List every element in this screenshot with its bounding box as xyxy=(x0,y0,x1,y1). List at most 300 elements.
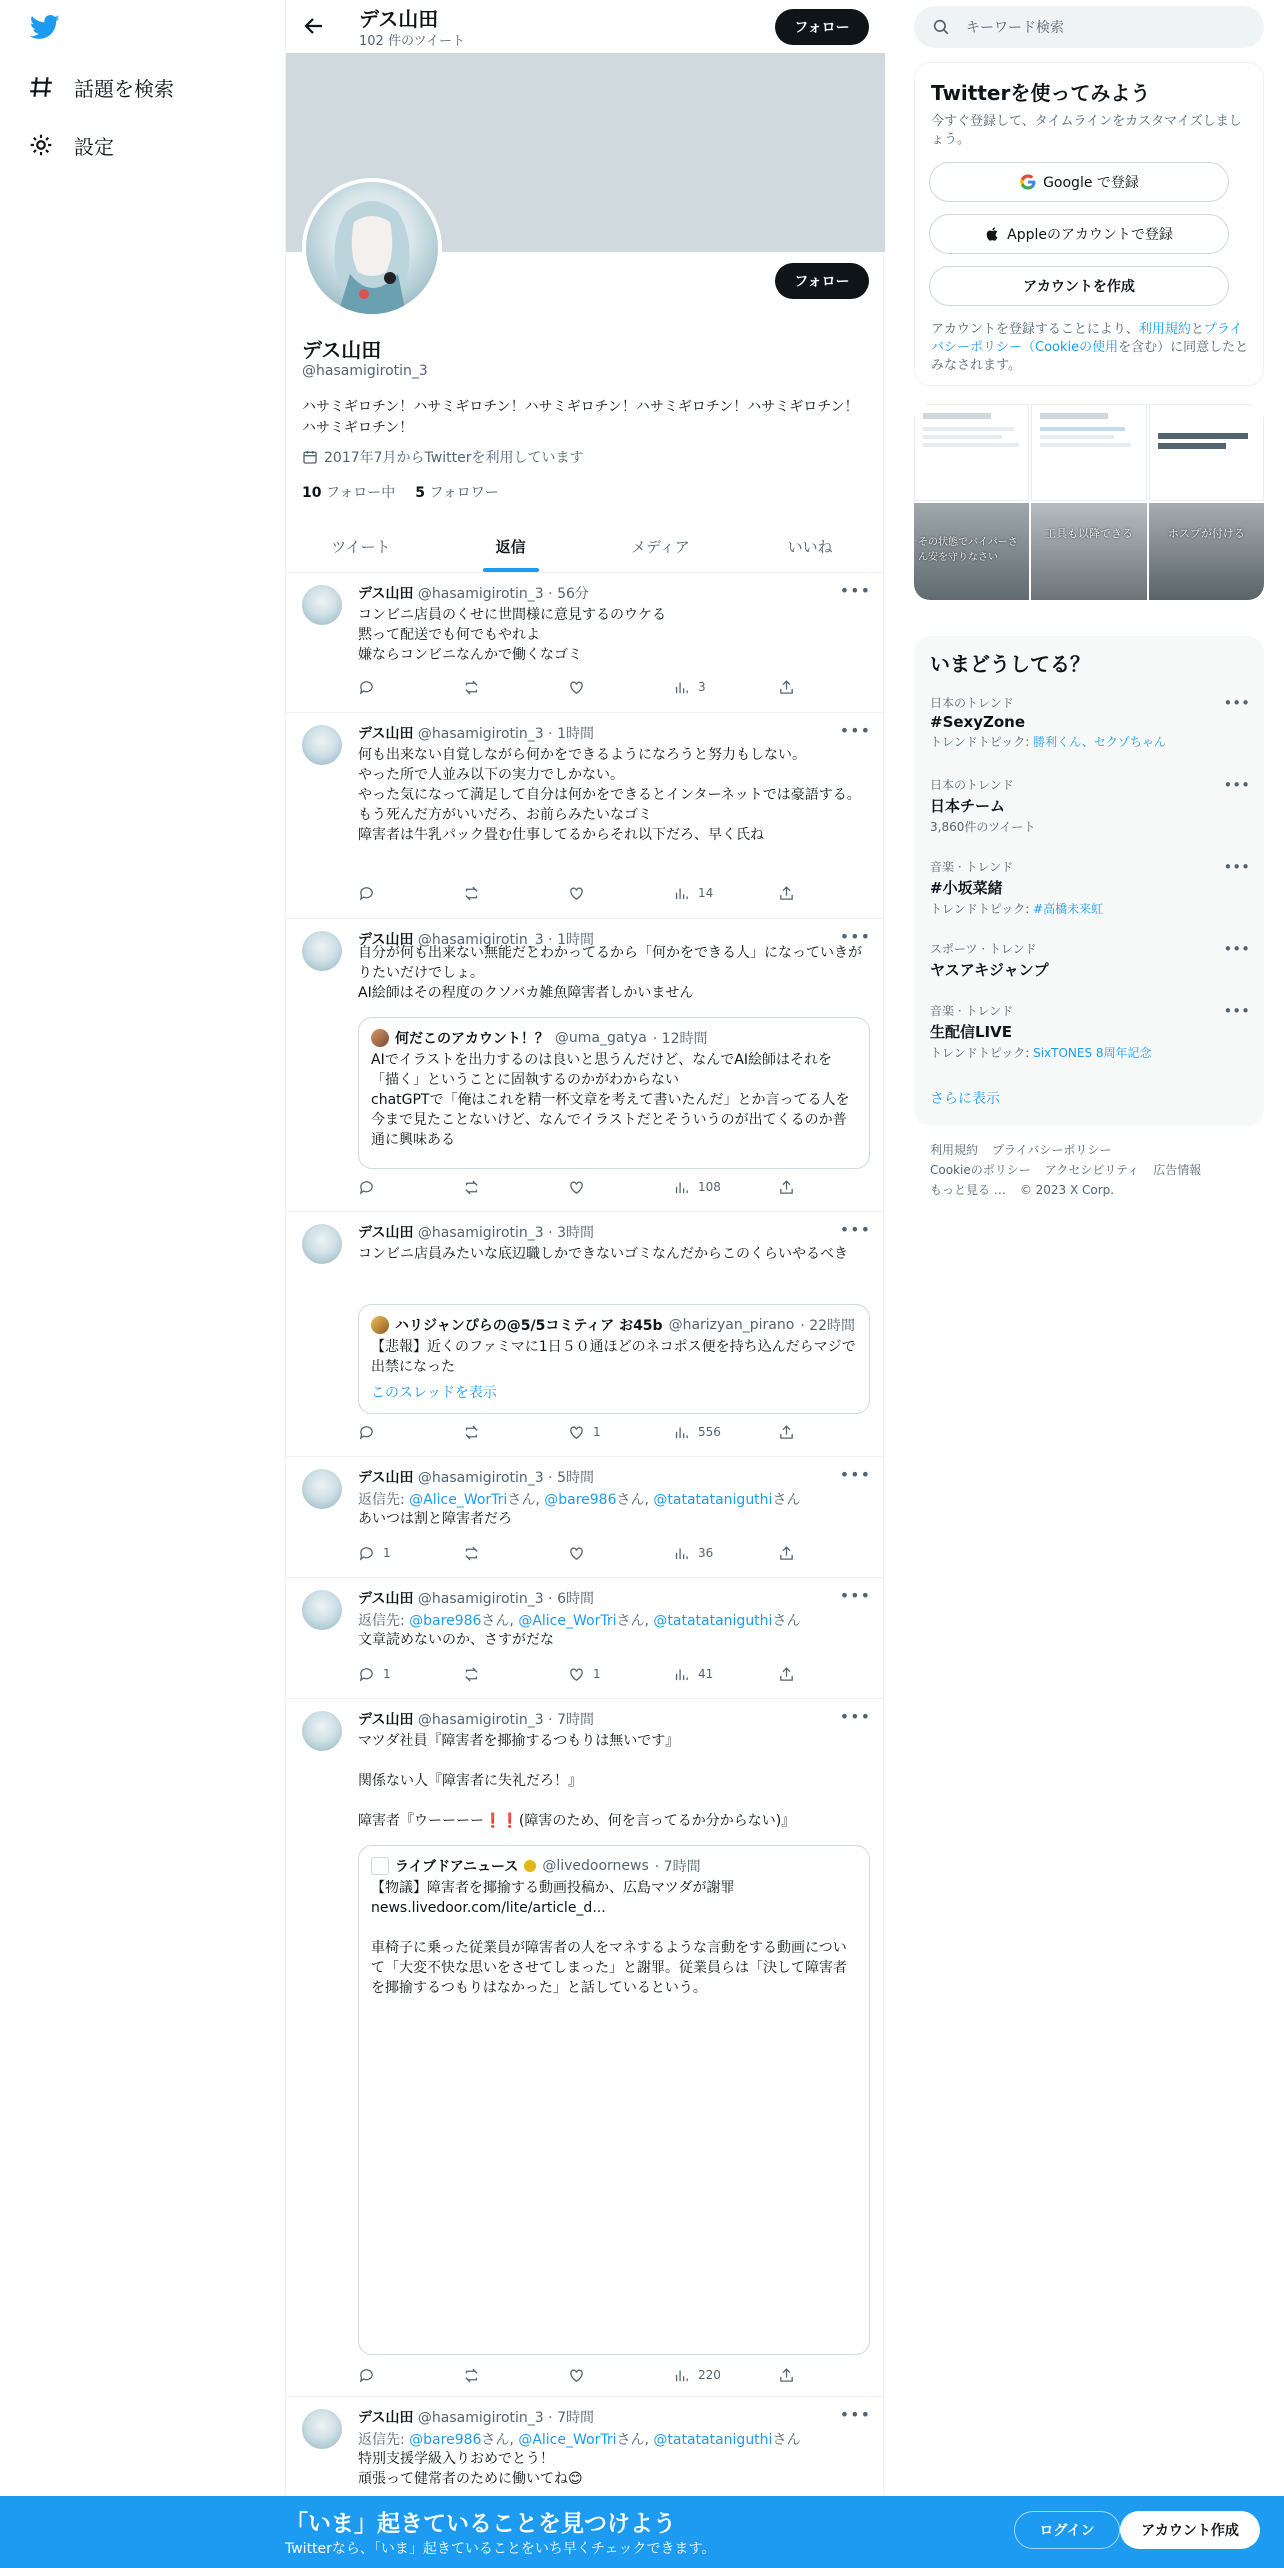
retweet-icon xyxy=(463,1545,480,1562)
quoted-avatar xyxy=(371,1029,389,1047)
tweet-author-name[interactable]: デス山田 xyxy=(358,586,414,602)
view-count: 3 xyxy=(698,680,706,694)
like-button[interactable] xyxy=(568,1664,628,1684)
quoted-text: 【物議】障害者を揶揄する動画投稿か、広島マツダが謝罪 news.livedoor.com/lite/article_d... 車椅子に乗った従業員が障害者の人をマネするような言動をする動画について「大変不快な思いをさせてしまった」と謝罪。従業員らは「決して障害者を揶揄するつもりはなかった」と話しているという。 xyxy=(371,1880,847,1996)
reply-mention[interactable]: @tatatataniguthi xyxy=(653,1492,773,1508)
trend-meta: 音楽 · トレンド xyxy=(930,1004,1014,1018)
tweet-author-handle[interactable]: @hasamigirotin_3 xyxy=(417,932,544,948)
views-icon xyxy=(673,1666,690,1683)
reply-icon xyxy=(358,885,375,902)
trend-more-icon[interactable]: ••• xyxy=(1223,858,1250,876)
reply-icon xyxy=(358,1179,375,1196)
share-icon xyxy=(778,885,795,902)
trend-sub xyxy=(930,818,1250,835)
views-button[interactable] xyxy=(673,1422,733,1442)
retweet-icon xyxy=(463,1666,480,1683)
retweet-button[interactable] xyxy=(463,1543,523,1563)
retweet-icon xyxy=(463,1424,480,1441)
tweet-author-name[interactable]: デス山田 xyxy=(358,1712,414,1728)
tweet-actions xyxy=(358,1543,798,1563)
quoted-author-handle: @livedoornews xyxy=(542,1858,649,1874)
terms-text xyxy=(931,321,1251,375)
google-signup-button[interactable] xyxy=(929,162,1229,202)
trend-name: #SexyZone xyxy=(930,713,1026,731)
trend-sub-link[interactable]: 勝利くん、セクゾちゃん xyxy=(1033,735,1166,749)
like-button[interactable] xyxy=(568,1543,628,1563)
like-button[interactable] xyxy=(568,1177,628,1197)
google-signup-label: Google で登録 xyxy=(1043,175,1139,191)
trend-item[interactable] xyxy=(930,776,1250,835)
tweet-actions xyxy=(358,2365,798,2385)
tweet-avatar[interactable] xyxy=(302,1711,342,1751)
more-icon[interactable]: ••• xyxy=(839,927,871,946)
quoted-author-handle: @harizyan_pirano xyxy=(668,1317,795,1333)
quoted-tweet[interactable] xyxy=(358,1017,870,1169)
retweet-button[interactable] xyxy=(463,1664,523,1684)
reply-mention[interactable]: @tatatataniguthi xyxy=(653,2432,773,2448)
tweet-text: 自分が何も出来ない無能だとわかってるから「何かをできる人」になっていきがりたいだけでしょ。 AI絵師はその程度のクソバカ雑魚障害者しかいません xyxy=(358,945,862,1001)
views-button[interactable] xyxy=(673,1664,733,1684)
trend-item[interactable] xyxy=(930,858,1250,917)
tweet-actions xyxy=(358,1177,798,1197)
tweet-author-name[interactable]: デス山田 xyxy=(358,932,414,948)
reply-honorific: さん xyxy=(481,2432,510,2448)
tweet-header xyxy=(358,1709,594,1729)
reply-to-line: 返信先: @bare986さん, @Alice_WorTriさん, @tatatataniguthiさん xyxy=(358,1613,801,1629)
following-label: フォロー中 xyxy=(325,485,396,501)
tweet-text: 文章読めないのか、さすがだな xyxy=(358,1632,554,1648)
share-button[interactable] xyxy=(778,1422,798,1442)
followers-count: 5 xyxy=(415,485,425,501)
tweet-text: コンビニ店員のくせに世間様に意見するのウケる 黙って配送でも何でもやれよ 嫌ならコンビニなんかで働くなゴミ xyxy=(358,607,666,663)
reply-mention[interactable]: @bare986 xyxy=(409,2432,482,2448)
share-icon xyxy=(778,1424,795,1441)
tweet-time[interactable]: · 56分 xyxy=(548,586,589,602)
tweet-author-name[interactable]: デス山田 xyxy=(358,1470,414,1486)
profile-header-bar xyxy=(286,0,885,53)
gear-icon xyxy=(28,132,54,158)
trends-title: いまどうしてる？ xyxy=(930,652,1090,676)
tweet-avatar[interactable] xyxy=(302,725,342,765)
tweet[interactable] xyxy=(286,919,885,1212)
tweet-time[interactable]: · 6時間 xyxy=(548,1591,594,1607)
tweet[interactable] xyxy=(286,1699,885,2397)
tweet-time[interactable]: · 5時間 xyxy=(548,1470,594,1486)
trend-sub-label: トレンドトピック: xyxy=(930,735,1034,749)
like-count: 1 xyxy=(593,1667,601,1681)
trend-more-icon[interactable]: ••• xyxy=(1223,1002,1250,1020)
reply-button[interactable] xyxy=(358,2365,418,2385)
sidebar-footer xyxy=(930,1140,1260,1200)
login-button[interactable]: ログイン xyxy=(1014,2511,1120,2549)
trend-item[interactable] xyxy=(930,940,1250,980)
calendar-icon xyxy=(302,449,318,465)
trend-sub xyxy=(930,733,1250,750)
show-thread-link[interactable]: このスレッドを表示 xyxy=(371,1385,497,1401)
reply-mention[interactable]: @Alice_WorTri xyxy=(409,1492,508,1508)
tweet-time[interactable]: · 3時間 xyxy=(548,1225,594,1241)
quoted-author-name: 何だこのアカウント！？ xyxy=(395,1031,549,1047)
views-button[interactable] xyxy=(673,1543,733,1563)
retweet-icon xyxy=(463,2367,480,2384)
create-account-button[interactable]: アカウントを作成 xyxy=(929,266,1229,306)
followers-stat[interactable] xyxy=(415,482,499,502)
tab-replies[interactable]: 返信 xyxy=(436,520,586,572)
media-thumbnail[interactable] xyxy=(914,503,1029,600)
views-icon xyxy=(673,885,690,902)
search-icon xyxy=(932,18,950,36)
tweet-author-handle[interactable]: @hasamigirotin_3 xyxy=(417,1591,544,1607)
profile-bio: ハサミギロチン！ハサミギロチン！ハサミギロチン！ハサミギロチン！ハサミギロチン！ハサミギロチン！ xyxy=(302,399,859,436)
retweet-button[interactable] xyxy=(463,1422,523,1442)
media-caption: その状態でバイパーさん安を守りなさい xyxy=(918,537,1018,563)
bottom-signup-bar xyxy=(0,2496,1284,2568)
trend-name: #小坂菜緒 xyxy=(930,879,1003,897)
heart-icon xyxy=(568,1179,585,1196)
share-icon xyxy=(778,1545,795,1562)
view-count: 220 xyxy=(698,2368,721,2382)
view-count: 556 xyxy=(698,1425,721,1439)
share-button[interactable] xyxy=(778,677,798,697)
views-icon xyxy=(673,1545,690,1562)
reply-mention[interactable]: @Alice_WorTri xyxy=(518,2432,617,2448)
google-icon xyxy=(1019,173,1037,191)
profile-handle: @hasamigirotin_3 xyxy=(302,363,428,379)
quoted-author-name: ライブドアニュース xyxy=(395,1859,519,1875)
share-icon xyxy=(778,1666,795,1683)
like-count: 1 xyxy=(593,1425,601,1439)
trend-sub xyxy=(930,900,1250,917)
reply-mention[interactable]: @Alice_WorTri xyxy=(518,1613,617,1629)
quoted-tweet[interactable] xyxy=(358,1845,870,2355)
trend-sub-label: トレンドトピック: xyxy=(930,1046,1034,1060)
tweet-header xyxy=(358,1467,594,1487)
tweet-header xyxy=(358,1588,594,1608)
quoted-tweet-header xyxy=(371,1856,701,1876)
reply-mention[interactable]: @bare986 xyxy=(409,1613,482,1629)
nav-explore[interactable] xyxy=(28,67,174,107)
view-count: 36 xyxy=(698,1546,714,1560)
reply-button[interactable] xyxy=(358,1422,418,1442)
media-thumbnail[interactable] xyxy=(1149,503,1264,600)
profile-joined xyxy=(302,447,583,467)
tweet-avatar[interactable] xyxy=(302,2409,342,2449)
tweet-author-name[interactable]: デス山田 xyxy=(358,726,414,742)
quoted-text: 【悲報】近くのファミマに1日５０通ほどのネコポス便を持ち込んだらマジで出禁になった xyxy=(371,1339,856,1375)
heart-icon xyxy=(568,2367,585,2384)
apple-signup-label: Appleのアカウントで登録 xyxy=(1007,227,1173,243)
tweet-header xyxy=(358,2407,594,2427)
view-count: 41 xyxy=(698,1667,714,1681)
tab-tweets[interactable]: ツイート xyxy=(331,537,391,556)
reply-honorific: さん xyxy=(772,1492,801,1508)
tweet-time[interactable]: · 7時間 xyxy=(548,1712,594,1728)
bottom-bar-title: 「いま」起きていることを見つけよう xyxy=(285,2511,676,2537)
quoted-avatar xyxy=(371,1316,389,1334)
more-icon[interactable]: ••• xyxy=(839,1586,871,1605)
quoted-tweet-header xyxy=(371,1315,855,1335)
footer-more-link[interactable]: もっと見る … xyxy=(930,1183,1006,1197)
heart-icon xyxy=(568,1545,585,1562)
reply-honorific: さん xyxy=(616,1613,645,1629)
apple-signup-button[interactable] xyxy=(929,214,1229,254)
trends-card xyxy=(914,636,1264,1126)
more-icon[interactable]: ••• xyxy=(839,581,871,600)
profile-tabs xyxy=(286,520,885,573)
trend-name: 生配信LIVE xyxy=(930,1023,1012,1041)
apple-icon xyxy=(985,225,1001,243)
tweet-author-name[interactable]: デス山田 xyxy=(358,2410,414,2426)
tweet-time[interactable]: · 1時間 xyxy=(548,726,594,742)
terms-pre: アカウントを登録することにより、 xyxy=(931,322,1139,337)
tweet-text: マツダ社員『障害者を揶揄するつもりは無いです』 関係ない人『障害者に失礼だろ！』 障害者『ウーーーー❗️❗️(障害のため、何を言ってるか分からない)』 xyxy=(358,1733,796,1829)
media-caption: ホスプが付ける xyxy=(1167,527,1245,540)
trend-name: ヤスアキジャンプ xyxy=(930,961,1049,979)
heart-icon xyxy=(568,1666,585,1683)
more-icon[interactable]: ••• xyxy=(839,1220,871,1239)
reply-prefix: 返信先: xyxy=(358,1613,410,1629)
heart-icon xyxy=(568,1424,585,1441)
reply-mention[interactable]: @tatatataniguthi xyxy=(653,1613,773,1629)
tweet-avatar[interactable] xyxy=(302,1469,342,1509)
trend-meta: 日本のトレンド xyxy=(930,696,1014,710)
terms-post: を含む）に同意したとみなされます。 xyxy=(931,340,1249,373)
signup-button[interactable]: アカウント作成 xyxy=(1120,2511,1260,2549)
share-button[interactable] xyxy=(778,1664,798,1684)
privacy-link[interactable]: プライバシーポリシー（Cookieの使用 xyxy=(931,322,1243,355)
reply-count: 1 xyxy=(383,1667,391,1681)
header-name: デス山田 xyxy=(359,7,439,31)
retweet-button[interactable] xyxy=(463,883,523,903)
more-icon[interactable]: ••• xyxy=(839,1707,871,1726)
tweet-time[interactable]: · 1時間 xyxy=(548,932,594,948)
following-count: 10 xyxy=(302,485,322,501)
reply-icon xyxy=(358,679,375,696)
reply-icon xyxy=(358,1424,375,1441)
media-thumbnail[interactable] xyxy=(1031,404,1146,501)
profile-follow-button[interactable]: フォロー xyxy=(775,263,869,299)
header-follow-button[interactable]: フォロー xyxy=(775,9,869,45)
quoted-tweet-header xyxy=(371,1028,708,1048)
reply-prefix: 返信先: xyxy=(358,2432,410,2448)
reply-button[interactable] xyxy=(358,883,418,903)
signup-card xyxy=(914,62,1264,386)
tweet-text: あいつは割と障害者だろ xyxy=(358,1511,512,1527)
like-button[interactable] xyxy=(568,883,628,903)
reply-icon xyxy=(358,1666,375,1683)
media-caption: 工具も以降できる xyxy=(1044,527,1133,540)
reply-button[interactable] xyxy=(358,677,418,697)
reply-to-line: 返信先: @Alice_WorTriさん, @bare986さん, @tatatataniguthiさん xyxy=(358,1492,801,1508)
tweet-avatar[interactable] xyxy=(302,585,342,625)
tweet-author-handle[interactable]: @hasamigirotin_3 xyxy=(417,586,544,602)
tab-media[interactable]: メディア xyxy=(630,537,690,556)
tweet[interactable] xyxy=(286,1457,885,1578)
tweet-actions xyxy=(358,883,798,903)
show-more-link[interactable]: さらに表示 xyxy=(930,1091,1000,1107)
views-button[interactable] xyxy=(673,883,733,903)
trend-meta: 日本のトレンド xyxy=(930,778,1014,792)
trend-sub-label: 3,860件のツイート xyxy=(930,820,1036,834)
quoted-text: AIでイラストを出力するのは良いと思うんだけど、なんでAI絵師はそれを「描く」ということに固執するのかがわからない chatGPTで「俺はこれを精一杯文章を考えて書いたんだ」とか言ってる人を今まで見たことないけど、なんでイラストだとそういうのが出てくるのか普通に興味ある xyxy=(371,1052,850,1148)
quoted-time: · 7時間 xyxy=(654,1859,701,1875)
footer-link[interactable]: 広告情報 xyxy=(1153,1163,1202,1177)
trend-meta: 音楽 · トレンド xyxy=(930,860,1014,874)
back-arrow-icon[interactable] xyxy=(302,14,326,38)
tweet-actions xyxy=(358,1422,798,1442)
retweet-icon xyxy=(463,1179,480,1196)
tweet-actions xyxy=(358,1664,798,1684)
tweet[interactable] xyxy=(286,713,885,919)
tweet[interactable] xyxy=(286,1578,885,1699)
tweet-actions xyxy=(358,677,798,697)
tweet-time[interactable]: · 7時間 xyxy=(548,2410,594,2426)
trend-more-icon[interactable]: ••• xyxy=(1223,776,1250,794)
tweet[interactable] xyxy=(286,573,885,713)
quoted-author-handle: @uma_gatya xyxy=(554,1030,647,1046)
reply-icon xyxy=(358,1545,375,1562)
nav-settings-label: 設定 xyxy=(74,134,114,159)
tweet-header xyxy=(358,1222,594,1242)
nav-settings[interactable] xyxy=(28,125,114,165)
retweet-button[interactable] xyxy=(463,2365,523,2385)
footer-link[interactable]: Cookieのポリシー xyxy=(930,1163,1031,1177)
search-input[interactable]: キーワード検索 xyxy=(966,20,1064,36)
trend-meta: スポーツ · トレンド xyxy=(930,942,1037,956)
views-icon xyxy=(673,2367,690,2384)
reply-honorific: さん xyxy=(772,1613,801,1629)
view-count: 108 xyxy=(698,1180,721,1194)
tweet-text: 何も出来ない自覚しながら何かをできるようになろうと努力もしない。 やった所で人並み以下の実力でしかない。 やった気になって満足して自分は何かをできるとインターネットでは豪語する。 もう死んだ方がいいだろ、お前らみたいなゴミ 障害者は牛乳パック畳む仕事してるからそれ以下だろ、早く氏ね xyxy=(358,747,861,843)
tweet-author-handle[interactable]: @hasamigirotin_3 xyxy=(417,1225,544,1241)
retweet-button[interactable] xyxy=(463,677,523,697)
tweet-text: コンビニ店員みたいな底辺職しかできないゴミなんだからこのくらいやるべき xyxy=(358,1246,848,1262)
trend-more-icon[interactable]: ••• xyxy=(1223,940,1250,958)
search-box[interactable] xyxy=(914,6,1264,48)
reply-to-line: 返信先: @bare986さん, @Alice_WorTriさん, @tatatataniguthiさん xyxy=(358,2432,801,2448)
reply-mention[interactable]: @bare986 xyxy=(544,1492,617,1508)
tweet-author-name[interactable]: デス山田 xyxy=(358,1225,414,1241)
followers-label: フォロワー xyxy=(429,485,499,501)
reply-prefix: 返信先: xyxy=(358,1492,410,1508)
share-button[interactable] xyxy=(778,1543,798,1563)
tweet-text: 特別支援学級入りおめでとう！ 頑張って健常者のために働いてね😊 xyxy=(358,2451,583,2487)
reply-count: 1 xyxy=(383,1546,391,1560)
share-icon xyxy=(778,2367,795,2384)
quoted-tweet[interactable] xyxy=(358,1304,870,1414)
tweet[interactable] xyxy=(286,2397,885,2496)
tweet-author-handle[interactable]: @hasamigirotin_3 xyxy=(417,1712,544,1728)
quoted-avatar xyxy=(371,1857,389,1875)
reply-honorific: さん xyxy=(616,1492,645,1508)
nav-explore-label: 話題を検索 xyxy=(74,76,174,101)
views-button[interactable] xyxy=(673,2365,733,2385)
media-thumbnail[interactable] xyxy=(914,404,1029,501)
share-icon xyxy=(778,1179,795,1196)
hashtag-icon xyxy=(28,74,54,100)
footer-link[interactable]: アクセシビリティ xyxy=(1044,1163,1140,1177)
trend-more-icon[interactable]: ••• xyxy=(1223,694,1250,712)
views-icon xyxy=(673,1424,690,1441)
joined-text: 2017年7月からTwitterを利用しています xyxy=(324,450,584,466)
share-button[interactable] xyxy=(778,1177,798,1197)
follow-stats xyxy=(302,482,499,502)
heart-icon xyxy=(568,885,585,902)
views-button[interactable] xyxy=(673,1177,733,1197)
more-icon[interactable]: ••• xyxy=(839,1465,871,1484)
footer-link[interactable]: 利用規約 xyxy=(930,1143,979,1157)
terms-mid: と xyxy=(1190,322,1204,337)
reply-button[interactable] xyxy=(358,1543,418,1563)
bottom-bar-subtitle: Twitterなら、「いま」起きていることをいち早くチェックできます。 xyxy=(285,2541,716,2557)
view-count: 14 xyxy=(698,886,714,900)
twitter-logo-icon[interactable] xyxy=(28,12,62,42)
reply-icon xyxy=(358,2367,375,2384)
media-grid xyxy=(914,404,1264,600)
tab-likes[interactable]: いいね xyxy=(787,537,833,556)
tweet-avatar[interactable] xyxy=(302,1224,342,1264)
views-icon xyxy=(673,679,690,696)
tweet-author-handle[interactable]: @hasamigirotin_3 xyxy=(417,726,544,742)
tweet-author-name[interactable]: デス山田 xyxy=(358,1591,414,1607)
main-column xyxy=(285,0,884,2568)
quoted-time: · 22時間 xyxy=(800,1318,856,1334)
trend-sub xyxy=(930,1044,1250,1061)
following-stat[interactable] xyxy=(302,482,395,502)
like-button[interactable] xyxy=(568,1422,628,1442)
retweet-button[interactable] xyxy=(463,1177,523,1197)
profile-avatar[interactable] xyxy=(302,178,442,318)
footer-copyright: © 2023 X Corp. xyxy=(1019,1183,1115,1197)
quoted-author-name: ハリジャンぴらの@5/5コミティア お45b xyxy=(395,1318,663,1334)
terms-link[interactable]: 利用規約 xyxy=(1138,322,1191,337)
share-button[interactable] xyxy=(778,2365,798,2385)
reply-button[interactable] xyxy=(358,1177,418,1197)
tweet-header xyxy=(358,723,594,743)
trend-item[interactable] xyxy=(930,694,1250,750)
signup-subtitle: 今すぐ登録して、タイムラインをカスタマイズしましょう。 xyxy=(931,114,1242,147)
reply-honorific: さん xyxy=(772,2432,801,2448)
views-button[interactable] xyxy=(673,677,733,697)
tweet-avatar[interactable] xyxy=(302,931,342,971)
tweet-header xyxy=(358,583,589,603)
signup-title: Twitterを使ってみよう xyxy=(931,81,1151,105)
reply-honorific: さん xyxy=(481,1613,510,1629)
tweet-avatar[interactable] xyxy=(302,1590,342,1630)
tweet-author-handle[interactable]: @hasamigirotin_3 xyxy=(417,2410,544,2426)
views-icon xyxy=(673,1179,690,1196)
trend-sub-link[interactable]: SixTONES 8周年記念 xyxy=(1033,1046,1152,1060)
share-button[interactable] xyxy=(778,883,798,903)
trend-sub-link[interactable]: #高橋未来虹 xyxy=(1033,902,1104,916)
trend-item[interactable] xyxy=(930,1002,1250,1061)
footer-link[interactable]: プライバシーポリシー xyxy=(992,1143,1112,1157)
profile-name: デス山田 xyxy=(302,338,382,362)
media-thumbnail[interactable] xyxy=(1031,503,1146,600)
verified-badge-icon xyxy=(524,1860,536,1872)
tweet[interactable] xyxy=(286,1212,885,1457)
tweet-author-handle[interactable]: @hasamigirotin_3 xyxy=(417,1470,544,1486)
more-icon[interactable]: ••• xyxy=(839,721,871,740)
quoted-time: · 12時間 xyxy=(652,1031,708,1047)
like-button[interactable] xyxy=(568,2365,628,2385)
retweet-icon xyxy=(463,885,480,902)
media-thumbnail[interactable] xyxy=(1149,404,1264,501)
more-icon[interactable]: ••• xyxy=(839,2405,871,2424)
reply-button[interactable] xyxy=(358,1664,418,1684)
like-button[interactable] xyxy=(568,677,628,697)
share-icon xyxy=(778,679,795,696)
